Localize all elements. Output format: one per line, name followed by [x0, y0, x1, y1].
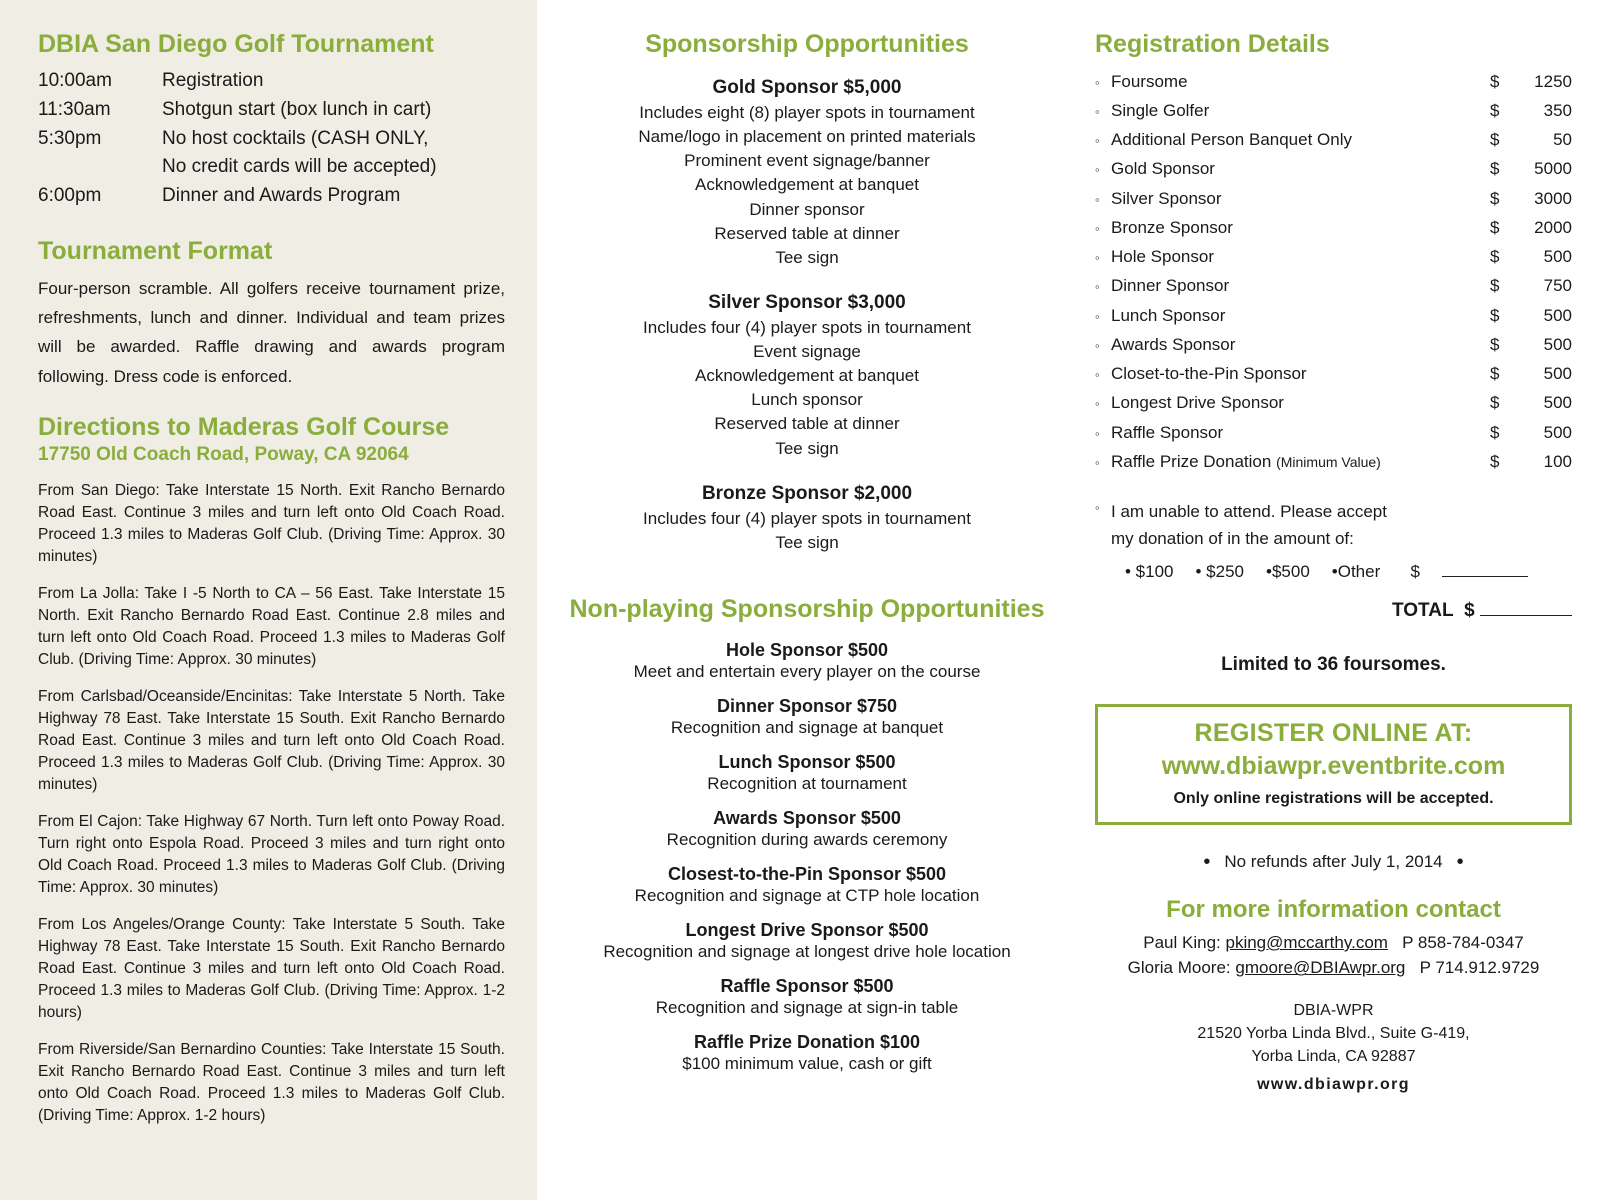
schedule-row — [38, 96, 505, 125]
contact-phone: P 714.912.9729 — [1419, 958, 1540, 978]
registration-label: Dinner Sponsor — [1111, 276, 1230, 296]
schedule-row — [38, 125, 505, 154]
directions-address: 17750 Old Coach Road, Poway, CA 92064 — [38, 443, 409, 465]
registration-amount: 3000 — [1534, 188, 1572, 208]
tier-benefit: Includes four (4) player spots in tournament — [643, 317, 971, 337]
currency-symbol: $ — [1490, 393, 1500, 413]
np-sponsor-desc: Recognition and signage at sign-in table — [655, 997, 959, 1017]
registration-label: Additional Person Banquet Only — [1111, 130, 1352, 150]
registration-row[interactable] — [1095, 359, 1572, 388]
registration-label: Silver Sponsor — [1111, 188, 1222, 208]
registration-row[interactable] — [1095, 184, 1572, 213]
schedule-desc: Shotgun start (box lunch in cart) — [162, 98, 432, 120]
currency-symbol: $ — [1490, 188, 1500, 208]
write-in-line[interactable] — [1442, 562, 1528, 577]
donation-amount-field[interactable] — [1411, 558, 1550, 585]
tier-name: Gold Sponsor $5,000 — [712, 77, 902, 98]
registration-details-heading: Registration Details — [1095, 30, 1330, 58]
np-sponsor-name: Lunch Sponsor $500 — [718, 751, 896, 772]
np-sponsor-item — [555, 752, 1059, 794]
registration-label: Gold Sponsor — [1111, 159, 1215, 179]
registration-row[interactable] — [1095, 330, 1572, 359]
refund-text: No refunds after July 1, 2014 — [1224, 851, 1443, 871]
currency-symbol: $ — [1490, 247, 1500, 267]
registration-label: Lunch Sponsor — [1111, 305, 1226, 325]
tournament-format-heading: Tournament Format — [38, 237, 273, 266]
tier-benefit: Includes eight (8) player spots in tournament — [639, 103, 975, 122]
registration-amount: 500 — [1543, 305, 1572, 325]
org-address-line2: Yorba Linda, CA 92887 — [1251, 1048, 1416, 1066]
non-playing-sponsorship-heading: Non-playing Sponsorship Opportunities — [569, 594, 1045, 623]
currency-symbol: $ — [1490, 334, 1500, 354]
total-label: TOTAL — [1392, 599, 1454, 621]
circle-bullet-icon: ◦ — [1095, 454, 1100, 470]
direction-paragraph: From El Cajon: Take Highway 67 North. Turn left onto Poway Road. Turn right onto Espola Road. Proceed 3 miles and turn right onto Old Coach Road. Proceed 1.3 miles to Maderas Golf Club. (Driving Time: Approx. 30 minutes) — [38, 812, 505, 896]
registration-amount: 500 — [1543, 247, 1572, 267]
registration-label-text: Raffle Prize Donation — [1111, 451, 1272, 471]
registration-label — [1111, 447, 1490, 476]
tier-benefit: Tee sign — [775, 438, 839, 458]
unable-to-attend-block[interactable] — [1095, 498, 1572, 626]
registration-amount: 100 — [1543, 451, 1572, 471]
contact-name: Paul King: — [1143, 932, 1221, 952]
currency-symbol: $ — [1490, 305, 1500, 325]
schedule-row — [38, 153, 505, 182]
circle-bullet-icon: ◦ — [1095, 396, 1100, 412]
register-online-heading: REGISTER ONLINE AT: — [1194, 718, 1473, 747]
contact-row — [1095, 955, 1572, 981]
middle-column — [537, 0, 1077, 1200]
schedule-time: 11:30am — [38, 98, 111, 120]
schedule-row — [38, 182, 505, 211]
registration-label: Bronze Sponsor — [1111, 217, 1233, 237]
refund-policy — [1095, 851, 1572, 874]
directions-heading: Directions to Maderas Golf Course — [38, 412, 450, 441]
sponsorship-heading: Sponsorship Opportunities — [645, 30, 969, 58]
np-sponsor-item — [555, 976, 1059, 1018]
circle-bullet-icon: ◦ — [1095, 500, 1100, 516]
circle-bullet-icon: ◦ — [1095, 191, 1100, 207]
right-column — [1077, 0, 1600, 1200]
np-sponsor-name: Awards Sponsor $500 — [713, 807, 901, 828]
np-sponsor-desc: Recognition and signage at CTP hole location — [634, 885, 980, 905]
registration-label: Closet-to-the-Pin Sponsor — [1111, 364, 1307, 384]
currency-symbol: $ — [1490, 276, 1500, 296]
np-sponsor-name: Hole Sponsor $500 — [725, 639, 889, 660]
np-sponsor-desc: Recognition during awards ceremony — [666, 829, 948, 849]
registration-label: Hole Sponsor — [1111, 247, 1215, 267]
org-name: DBIA-WPR — [1293, 1001, 1374, 1019]
currency-symbol: $ — [1490, 130, 1500, 150]
left-column — [0, 0, 537, 1200]
donation-option-500[interactable]: •$500 — [1266, 562, 1310, 582]
unable-line-1: I am unable to attend. Please accept — [1111, 502, 1387, 522]
registration-row[interactable] — [1095, 301, 1572, 330]
schedule-row — [38, 67, 505, 96]
schedule-list — [38, 67, 505, 211]
registration-label: Single Golfer — [1111, 100, 1210, 120]
registration-amount: 1250 — [1534, 71, 1572, 91]
circle-bullet-icon: ◦ — [1095, 337, 1100, 353]
tier-name: Bronze Sponsor $2,000 — [701, 482, 913, 504]
np-sponsor-name: Closest-to-the-Pin Sponsor $500 — [667, 863, 947, 884]
contact-email[interactable]: gmoore@DBIAwpr.org — [1235, 958, 1406, 978]
tier-benefit: Name/logo in placement on printed materials — [638, 127, 976, 147]
tier-benefit: Event signage — [753, 342, 861, 361]
register-online-url[interactable]: www.dbiawpr.eventbrite.com — [1161, 751, 1506, 780]
contact-heading: For more information contact — [1166, 895, 1501, 923]
np-sponsor-item — [555, 920, 1059, 962]
tier-benefit: Tee sign — [775, 532, 839, 552]
registration-row[interactable] — [1095, 67, 1572, 96]
contact-row — [1095, 930, 1572, 956]
currency-symbol: $ — [1490, 422, 1500, 442]
registration-row[interactable] — [1095, 242, 1572, 271]
np-sponsor-desc: Recognition and signage at banquet — [670, 717, 944, 737]
schedule-desc: Dinner and Awards Program — [162, 185, 401, 207]
donation-option-250[interactable]: • $250 — [1195, 562, 1244, 582]
circle-bullet-icon: ◦ — [1095, 162, 1100, 178]
tier-benefit: Lunch sponsor — [751, 390, 863, 410]
total-row[interactable] — [1095, 596, 1572, 626]
registration-amount: 500 — [1543, 364, 1572, 384]
currency-symbol: $ — [1490, 364, 1500, 384]
registration-amount: 5000 — [1534, 159, 1572, 179]
currency-symbol: $ — [1410, 562, 1420, 582]
registration-row[interactable] — [1095, 418, 1572, 447]
contact-name: Gloria Moore: — [1127, 958, 1231, 978]
tier-benefit: Reserved table at dinner — [714, 223, 900, 243]
currency-symbol: $ — [1490, 71, 1500, 91]
donation-options[interactable] — [1125, 558, 1572, 585]
tier-benefit: Includes four (4) player spots in tournament — [643, 508, 971, 528]
currency-symbol: $ — [1464, 599, 1475, 621]
np-sponsor-item — [555, 808, 1059, 850]
registration-label: Awards Sponsor — [1111, 334, 1236, 354]
np-sponsor-item — [555, 696, 1059, 738]
unable-line-2: my donation of in the amount of: — [1111, 529, 1354, 549]
np-sponsor-desc: Recognition at tournament — [707, 773, 907, 793]
tier-benefit: Acknowledgement at banquet — [695, 366, 919, 386]
registration-label: Raffle Sponsor — [1111, 422, 1224, 442]
currency-symbol: $ — [1490, 100, 1500, 120]
direction-paragraph: From Riverside/San Bernardino Counties: Take Interstate 15 South. Exit Rancho Bernardo Road East. Continue 3 miles and turn left onto Old Coach Road. Proceed 1.3 miles to Maderas Golf Club. (Driving Time: Approx. 1-2 hours) — [38, 1040, 505, 1124]
registration-row[interactable] — [1095, 154, 1572, 183]
registration-row[interactable] — [1095, 447, 1572, 476]
direction-paragraph: From Los Angeles/Orange County: Take Interstate 5 South. Take Highway 78 East. Take Interstate 15 South. Exit Rancho Bernardo Road East. Continue 3 miles and turn left onto Old Coach Road. Proceed 1.3 miles to Maderas Golf Club. (Driving Time: Approx. 1-2 hours) — [38, 915, 505, 1021]
schedule-desc: Registration — [162, 69, 264, 91]
registration-amount: 500 — [1543, 393, 1572, 413]
total-write-in-line[interactable] — [1480, 601, 1572, 616]
registration-price-list — [1095, 67, 1572, 476]
event-title: DBIA San Diego Golf Tournament — [38, 30, 434, 58]
currency-symbol: $ — [1490, 217, 1500, 237]
contact-phone: P 858-784-0347 — [1402, 932, 1524, 952]
np-sponsor-item — [555, 1032, 1059, 1074]
registration-amount: 750 — [1543, 276, 1572, 296]
registration-label-note: (Minimum Value) — [1276, 453, 1381, 470]
sponsor-tier-bronze — [555, 483, 1059, 555]
circle-bullet-icon: ◦ — [1095, 425, 1100, 441]
circle-bullet-icon: ◦ — [1095, 279, 1100, 295]
circle-bullet-icon: ◦ — [1095, 133, 1100, 149]
tournament-format-text: Four-person scramble. All golfers receive tournament prize, refreshments, lunch and dinner. Individual and team prizes will be awarded. Raffle drawing and awards program following. Dress code is enforced. — [38, 278, 505, 386]
np-sponsor-name: Longest Drive Sponsor $500 — [685, 919, 929, 940]
register-online-note: Only online registrations will be accepted. — [1173, 789, 1494, 807]
schedule-time: 5:30pm — [38, 127, 102, 149]
registration-row[interactable] — [1095, 388, 1572, 417]
tier-benefit: Tee sign — [775, 247, 839, 267]
contact-email[interactable]: pking@mccarthy.com — [1225, 932, 1388, 952]
np-sponsor-item — [555, 864, 1059, 906]
registration-row[interactable] — [1095, 213, 1572, 242]
np-sponsor-name: Raffle Prize Donation $100 — [693, 1031, 921, 1052]
circle-bullet-icon: ◦ — [1095, 103, 1100, 119]
circle-bullet-icon: ◦ — [1095, 308, 1100, 324]
schedule-time: 10:00am — [38, 69, 112, 91]
direction-paragraph: From Carlsbad/Oceanside/Encinitas: Take Interstate 5 North. Take Highway 78 East. Take Interstate 15 South. Exit Rancho Bernardo Road East. Continue 3 miles and turn left onto Old Coach Road. Proceed 1.3 miles to Maderas Golf Club. (Driving Time: Approx. 30 minutes) — [38, 687, 505, 793]
registration-amount: 500 — [1543, 334, 1572, 354]
circle-bullet-icon: ◦ — [1095, 367, 1100, 383]
registration-row[interactable] — [1095, 271, 1572, 300]
circle-bullet-icon: ◦ — [1095, 74, 1100, 90]
tier-benefit: Prominent event signage/banner — [684, 151, 930, 171]
registration-row[interactable] — [1095, 125, 1572, 154]
org-website[interactable]: www.dbiawpr.org — [1257, 1075, 1410, 1093]
registration-amount: 50 — [1553, 130, 1572, 150]
sponsor-tier-silver — [555, 292, 1059, 461]
registration-row[interactable] — [1095, 96, 1572, 125]
bullet-dot-icon: • — [1203, 850, 1211, 873]
np-sponsor-desc: Meet and entertain every player on the course — [633, 661, 981, 681]
tier-benefit: Acknowledgement at banquet — [695, 175, 919, 195]
currency-symbol: $ — [1490, 451, 1500, 471]
organization-address — [1095, 999, 1572, 1096]
donation-option-100[interactable]: • $100 — [1125, 562, 1174, 582]
schedule-desc: No host cocktails (CASH ONLY, — [162, 127, 429, 149]
schedule-desc: No credit cards will be accepted) — [162, 156, 437, 178]
direction-paragraph: From La Jolla: Take I -5 North to CA – 56 East. Take Interstate 15 North. Exit Rancho Bernardo Road East. Continue 2.8 miles and turn left onto Old Coach Road. Proceed 1.3 miles to Maderas Golf Club. (Driving Time: Approx. 30 minutes) — [38, 584, 505, 668]
bullet-dot-icon: • — [1456, 850, 1464, 873]
tier-benefit: Dinner sponsor — [749, 199, 865, 219]
np-sponsor-desc: $100 minimum value, cash or gift — [682, 1053, 932, 1073]
schedule-time — [38, 153, 162, 182]
np-sponsor-desc: Recognition and signage at longest drive hole location — [603, 941, 1011, 961]
donation-option-other[interactable]: •Other — [1331, 562, 1381, 582]
registration-label: Longest Drive Sponsor — [1111, 393, 1284, 413]
register-online-box[interactable] — [1095, 704, 1572, 825]
np-sponsor-item — [555, 640, 1059, 682]
schedule-time: 6:00pm — [38, 185, 102, 207]
tier-benefit: Reserved table at dinner — [714, 414, 900, 434]
org-address-line1: 21520 Yorba Linda Blvd., Suite G-419, — [1197, 1025, 1470, 1043]
np-sponsor-name: Raffle Sponsor $500 — [720, 975, 894, 996]
currency-symbol: $ — [1490, 159, 1500, 179]
registration-amount: 500 — [1543, 422, 1572, 442]
limited-note: Limited to 36 foursomes. — [1221, 653, 1446, 675]
sponsor-tier-gold — [555, 77, 1059, 270]
circle-bullet-icon: ◦ — [1095, 250, 1100, 266]
np-sponsor-name: Dinner Sponsor $750 — [716, 695, 898, 716]
registration-amount: 2000 — [1534, 217, 1572, 237]
registration-label: Foursome — [1111, 71, 1188, 91]
circle-bullet-icon: ◦ — [1095, 220, 1100, 236]
registration-amount: 350 — [1543, 100, 1572, 120]
direction-paragraph: From San Diego: Take Interstate 15 North. Exit Rancho Bernardo Road East. Continue 3 miles and turn left onto Old Coach Road. Proceed 1.3 miles to Maderas Golf Club. (Driving Time: Approx. 30 minutes) — [38, 481, 505, 565]
tier-name: Silver Sponsor $3,000 — [708, 291, 906, 313]
